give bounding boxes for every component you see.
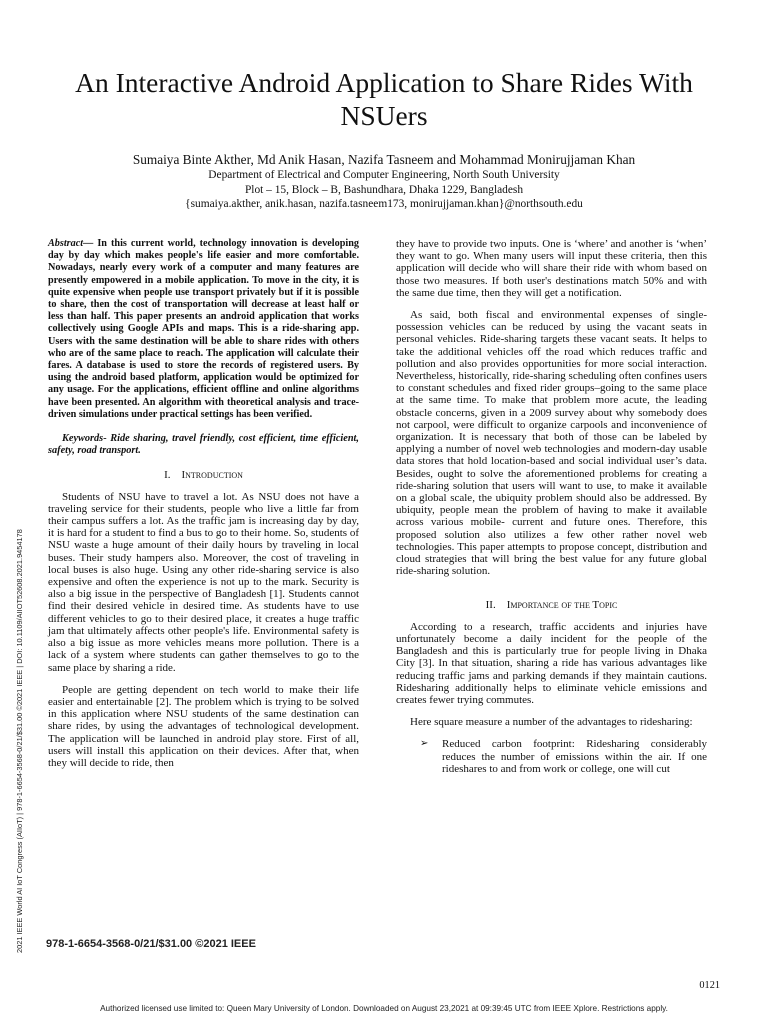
paragraph: People are getting dependent on tech world to make their life easier and entertainable [2]. The problem which is trying to be solved in this application where NSU students of the same destination can share rides, by using the advantages of technological development. The application will be launched in android play store. First of all, users will install this application on their devices. After that, when they will decide to ride, then (48, 683, 359, 769)
section-title: Introduction (181, 469, 243, 482)
section-heading-introduction (48, 469, 359, 481)
affiliation-address: Plot – 15, Block – B, Bashundhara, Dhaka 1229, Bangladesh (244, 183, 524, 196)
abstract (48, 238, 359, 421)
paragraph: As said, both fiscal and environmental expenses of single-possession vehicles can be reduced by using the vacant seats in personal vehicles. Ride-sharing targets these vacant seats. It helps to take the additional vehicles off the road which reduces traffic and pollution and also provides opportunities for more social interaction. Nevertheless, historically, ride-sharing scheduling often confines users to constant schedules and fixed rider groups–going to the same place at the same time. To make that problem more acute, the leading obstacle concerns, given in a 2009 survey about why somebody does not carpool, were difficult to organize carpools and inconvenience of organization. It is necessary that both of those can be labeled by applying a number of novel web technologies and modern-day usable data stores that hold location-based and social individual user’s data. Besides, ought to solve the aforementioned problems for creating a ride-sharing solution that users will want to use, to make it available on a global scale, the ubiquity problem should also be addressed. By ubiquity, people mean the problem of having to make it available across various mobile- current and future ones. Therefore, this proposed solution also utilizes a few other rather novel web technologies. This paper attempts to propose concept, distribution and cloud strategies that will bring the best value for any future global ride-sharing solution. (396, 309, 707, 578)
bullet-text: Reduced carbon footprint: Ridesharing considerably reduces the number of emissions within the air. If one rideshares to and from work or college, one will cut (442, 738, 707, 775)
section-title: Importance of the Topic (506, 599, 618, 612)
affiliation-block (40, 168, 728, 212)
paragraph: According to a research, traffic accidents and injuries have unfortunately become a daily incident for the people of the Bangladesh and this is particularly true for people living in Dhaka City [3]. In that situation, sharing a ride has various advantages like reducing traffic jams and parking demands if they maintain cautions. Ridesharing additionally helps to eliminate vehicle emissions and creates fewer trying commutes. (396, 620, 707, 706)
section-number: II. (485, 599, 496, 612)
paragraph: they have to provide two inputs. One is ‘where’ and another is ‘when’ they want to go. When many users will input these criteria, then this application will decide who will share their ride with whom based on those two measures. If both user's destinations match 50% and with the same due time, then they will get a notification. (396, 238, 707, 299)
abstract-body: In this current world, technology innovation is developing day by day which makes people's life easier and more comfortable. Nowadays, nearly every work of a computer and many features are presently empowered in a mobile application. To move in the city, it is quite expensive when people use transport privately but if it is possible to share, then the cost of transportation will decrease at least half or less than half. This paper presents an android application that works collectively using Google APIs and maps. This is a ride-sharing app. Users with the same destination will be able to share rides with others who are of the same place to reach. The application will calculate their fares. A database is used to store the records of registered users. By using the android based platform, application would be optimized for any usage. For the applications, efficient offline and online algorithms have been presented. An algorithm with theoretical analysis and trace-driven simulations under practical settings has been verified. (48, 238, 359, 420)
affiliation-emails: {sumaiya.akther, anik.hasan, nazifa.tasneem173, monirujjaman.khan}@northsouth.edu (185, 198, 583, 210)
section-heading-importance (396, 599, 707, 611)
left-column (48, 238, 359, 779)
bullet-item (396, 738, 707, 775)
paragraph: Here square measure a number of the advantages to ridesharing: (410, 716, 693, 729)
right-column (396, 238, 707, 775)
paragraph: Students of NSU have to travel a lot. As NSU does not have a traveling service for their students, people who live a little far from their campus suffers a lot. As the traffic jam is increasing day by day, it is hard for a student to find a bus to go to their home. So, students of NSU waste a huge amount of their daily hours by traveling in local buses. Their study hampers also. Moreover, the cost of traveling in local buses is also huge. Using any other ride-sharing service is also expensive and often the experience is not up to the mark. Security is also a big issue in the perspective of Bangladesh [1]. Students cannot find their desired vehicle in desired time. As students have to use different vehicles to go to their desired place, it creates a huge traffic jam that ultimately affects other people's life. Environmental safety is also a big issue as more vehicles means more pollution. There is a lack of a system where students can gather themselves to go to the same place by sharing a ride. (48, 490, 359, 674)
doi-sidebar-text: 2021 IEEE World AI IoT Congress (AIIoT) | 978-1-6654-3568-0/21/$31.00 ©2021 IEEE | DOI: 10.1109/AIIOT52608.2021.9454178 (15, 529, 24, 953)
abstract-lead: Abstract— (48, 238, 94, 249)
author-list: Sumaiya Binte Akther, Md Anik Hasan, Nazifa Tasneem and Mohammad Monirujjaman Khan (132, 152, 636, 167)
doi-sidebar (14, 448, 27, 953)
license-footer: Authorized licensed use limited to: Queen Mary University of London. Downloaded on August 23,2021 at 09:39:45 UTC from IEEE Xplore. Restrictions apply. (100, 1004, 668, 1013)
isbn-copyright: 978-1-6654-3568-0/21/$31.00 ©2021 IEEE (46, 938, 256, 950)
keywords: Keywords- Ride sharing, travel friendly, cost efficient, time efficient, safety, road transport. (48, 433, 359, 457)
section-number: I. (164, 469, 171, 482)
affiliation-department: Department of Electrical and Computer Engineering, North South University (208, 169, 560, 181)
arrow-bullet-icon: ➢ (420, 738, 429, 750)
page-number: 0121 (699, 980, 720, 991)
paper-title: An Interactive Android Application to Share Rides With NSUers (75, 67, 693, 131)
